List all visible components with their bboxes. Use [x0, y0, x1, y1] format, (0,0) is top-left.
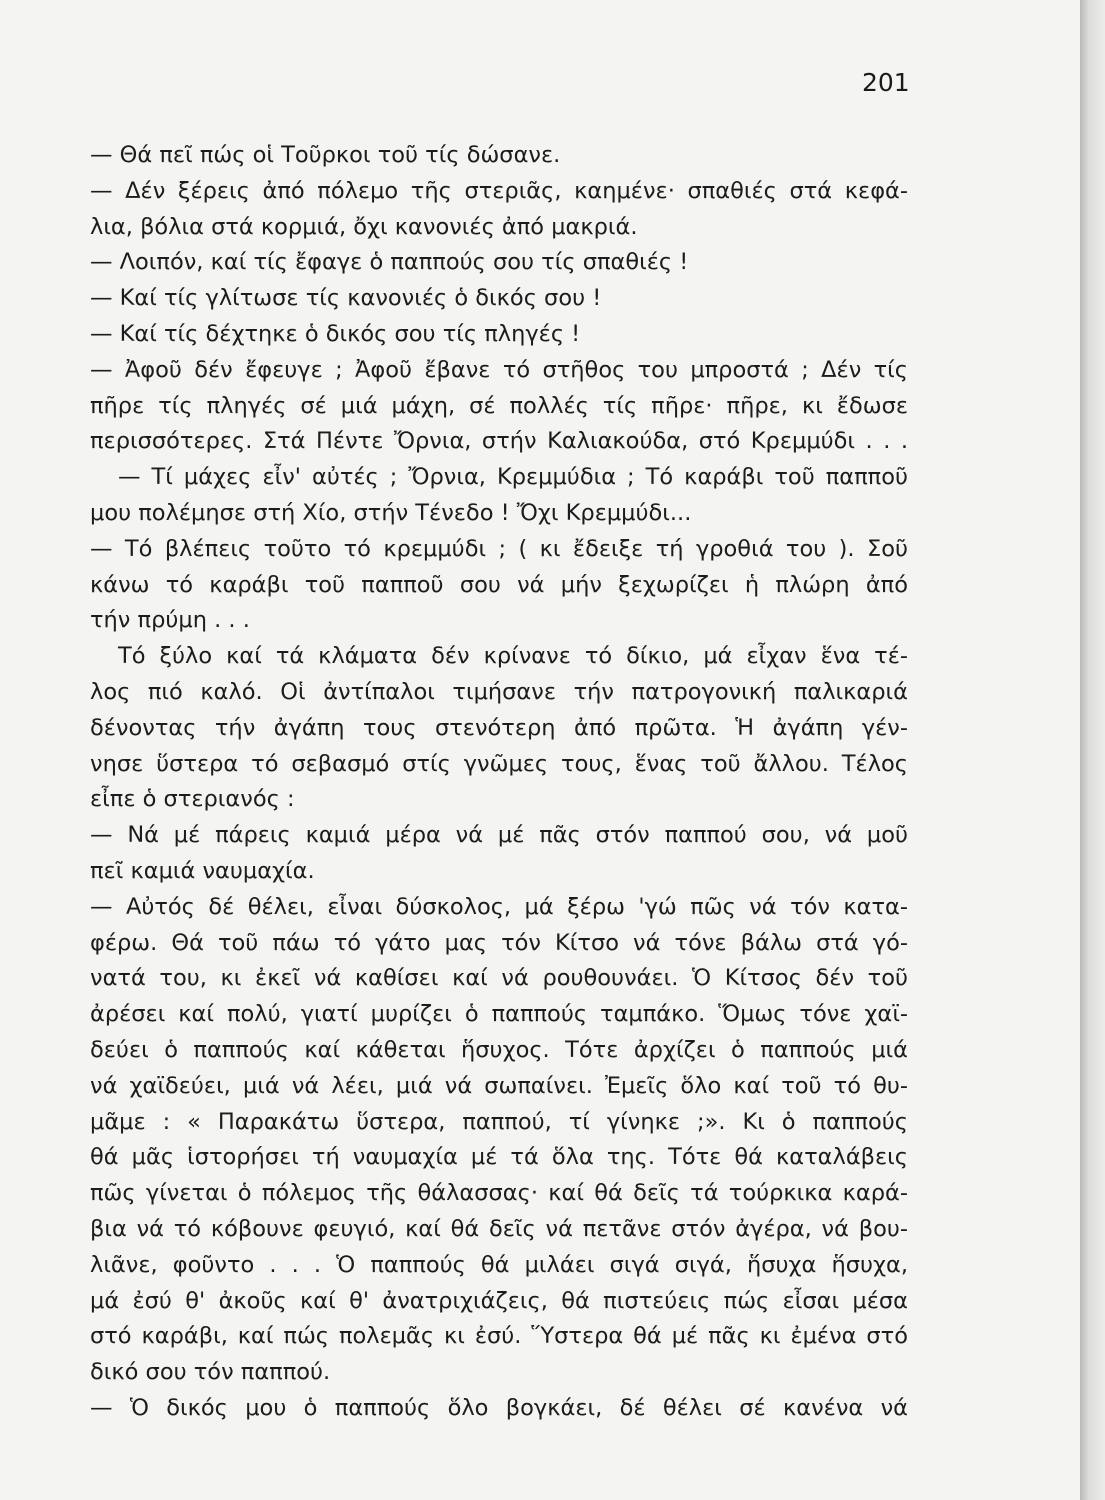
text-line: — Καί τίς γλίτωσε τίς κανονιές ὁ δικός σου ! — [90, 285, 602, 312]
text-line: μά ἐσύ θ' ἀκοῦς καί θ' ἀνατριχιάζεις, θά πιστεύεις πώς εἶσαι μέσα — [90, 1287, 908, 1314]
text-line: — Λοιπόν, καί τίς ἔφαγε ὁ παππούς σου τίς σπαθιές ! — [90, 249, 689, 276]
text-line: θά μᾶς ἱστορήσει τή ναυμαχία μέ τά ὅλα της. Τότε θά καταλάβεις — [90, 1144, 908, 1171]
page-text — [90, 138, 908, 1427]
text-line: λος πιό καλό. Οἱ ἀντίπαλοι τιμήσανε τήν πατρογονική παλικαριά — [90, 678, 908, 705]
page-edge — [1080, 0, 1105, 1500]
text-line: τήν πρύμη . . . — [90, 607, 250, 634]
text-line: εἶπε ὁ στεριανός : — [90, 786, 295, 813]
text-line: νησε ὕστερα τό σεβασμό στίς γνῶμες τους, ἕνας τοῦ ἄλλου. Τέλος — [90, 750, 908, 777]
text-line: στό καράβι, καί πώς πολεμᾶς κι ἐσύ. Ὕστερα θά μέ πᾶς κι ἐμένα στό — [90, 1323, 908, 1350]
text-line: λιᾶνε, φοῦντο . . . Ὁ παππούς θά μιλάει σιγά σιγά, ἥσυχα ἥσυχα, — [90, 1251, 908, 1278]
text-line: μᾶμε : « Παρακάτω ὕστερα, παππού, τί γίνηκε ;». Κι ὁ παππούς — [90, 1108, 908, 1135]
text-line: ἀρέσει καί πολύ, γιατί μυρίζει ὁ παππούς ταμπάκο. Ὅμως τόνε χαϊ- — [90, 1001, 908, 1028]
text-line: — Καί τίς δέχτηκε ὁ δικός σου τίς πληγές ! — [90, 320, 581, 347]
text-line: κάνω τό καράβι τοῦ παπποῦ σου νά μήν ξεχωρίζει ἡ πλώρη ἀπό — [90, 571, 908, 598]
text-line: νατά του, κι ἐκεῖ νά καθίσει καί νά ρουθουνάει. Ὁ Κίτσος δέν τοῦ — [90, 965, 908, 992]
text-line: δένοντας τήν ἀγάπη τους στενότερη ἀπό πρῶτα. Ἡ ἀγάπη γέν- — [90, 714, 908, 741]
page-number: 201 — [862, 68, 910, 97]
text-line: — Δέν ξέρεις ἀπό πόλεμο τῆς στεριᾶς, καημένε· σπαθιές στά κεφά- — [90, 177, 908, 204]
text-line: Τό ξύλο καί τά κλάματα δέν κρίνανε τό δίκιο, μά εἶχαν ἕνα τέ- — [118, 643, 908, 670]
text-line: φέρω. Θά τοῦ πάω τό γάτο μας τόν Κίτσο νά τόνε βάλω στά γό- — [90, 929, 908, 956]
text-line: — Τί μάχες εἶν' αὐτές ; Ὄρνια, Κρεμμύδια ; Τό καράβι τοῦ παπποῦ — [118, 464, 908, 491]
text-line: — Τό βλέπεις τοῦτο τό κρεμμύδι ; ( κι ἔδειξε τή γροθιά του ). Σοῦ — [90, 535, 908, 562]
text-line: — Αὐτός δέ θέλει, εἶναι δύσκολος, μά ξέρω 'γώ πῶς νά τόν κατα- — [90, 893, 908, 920]
text-line: βια νά τό κόβουνε φευγιό, καί θά δεῖς νά πετᾶνε στόν ἀγέρα, νά βου- — [90, 1215, 908, 1242]
text-line: πεῖ καμιά ναυμαχία. — [90, 857, 315, 884]
text-line: πῆρε τίς πληγές σέ μιά μάχη, σέ πολλές τίς πῆρε· πῆρε, κι ἔδωσε — [90, 392, 908, 419]
text-line: πῶς γίνεται ὁ πόλεμος τῆς θάλασσας· καί θά δεῖς τά τούρκικα καρά- — [90, 1180, 908, 1207]
text-line: περισσότερες. Στά Πέντε Ὄρνια, στήν Καλιακούδα, στό Κρεμμύδι . . . — [90, 428, 908, 455]
text-line: νά χαϊδεύει, μιά νά λέει, μιά νά σωπαίνει. Ἐμεῖς ὅλο καί τοῦ τό θυ- — [90, 1072, 908, 1099]
text-line: δικό σου τόν παππού. — [90, 1359, 331, 1386]
text-line: — Ὁ δικός μου ὁ παππούς ὅλο βογκάει, δέ θέλει σέ κανένα νά — [90, 1394, 908, 1421]
text-line: — Θά πεῖ πώς οἱ Τοῦρκοι τοῦ τίς δώσανε. — [90, 142, 561, 168]
text-line: δεύει ὁ παππούς καί κάθεται ἥσυχος. Τότε ἀρχίζει ὁ παππούς μιά — [90, 1036, 908, 1063]
text-line: — Νά μέ πάρεις καμιά μέρα νά μέ πᾶς στόν παππού σου, νά μοῦ — [90, 822, 908, 849]
text-line: — Ἀφοῦ δέν ἔφευγε ; Ἀφοῦ ἔβανε τό στῆθος του μπροστά ; Δέν τίς — [90, 356, 908, 383]
text-line: μου πολέμησε στή Χίο, στήν Τένεδο ! Ὄχι Κρεμμύδι... — [90, 499, 692, 526]
text-line: λια, βόλια στά κορμιά, ὄχι κανονιές ἀπό μακριά. — [90, 213, 638, 240]
